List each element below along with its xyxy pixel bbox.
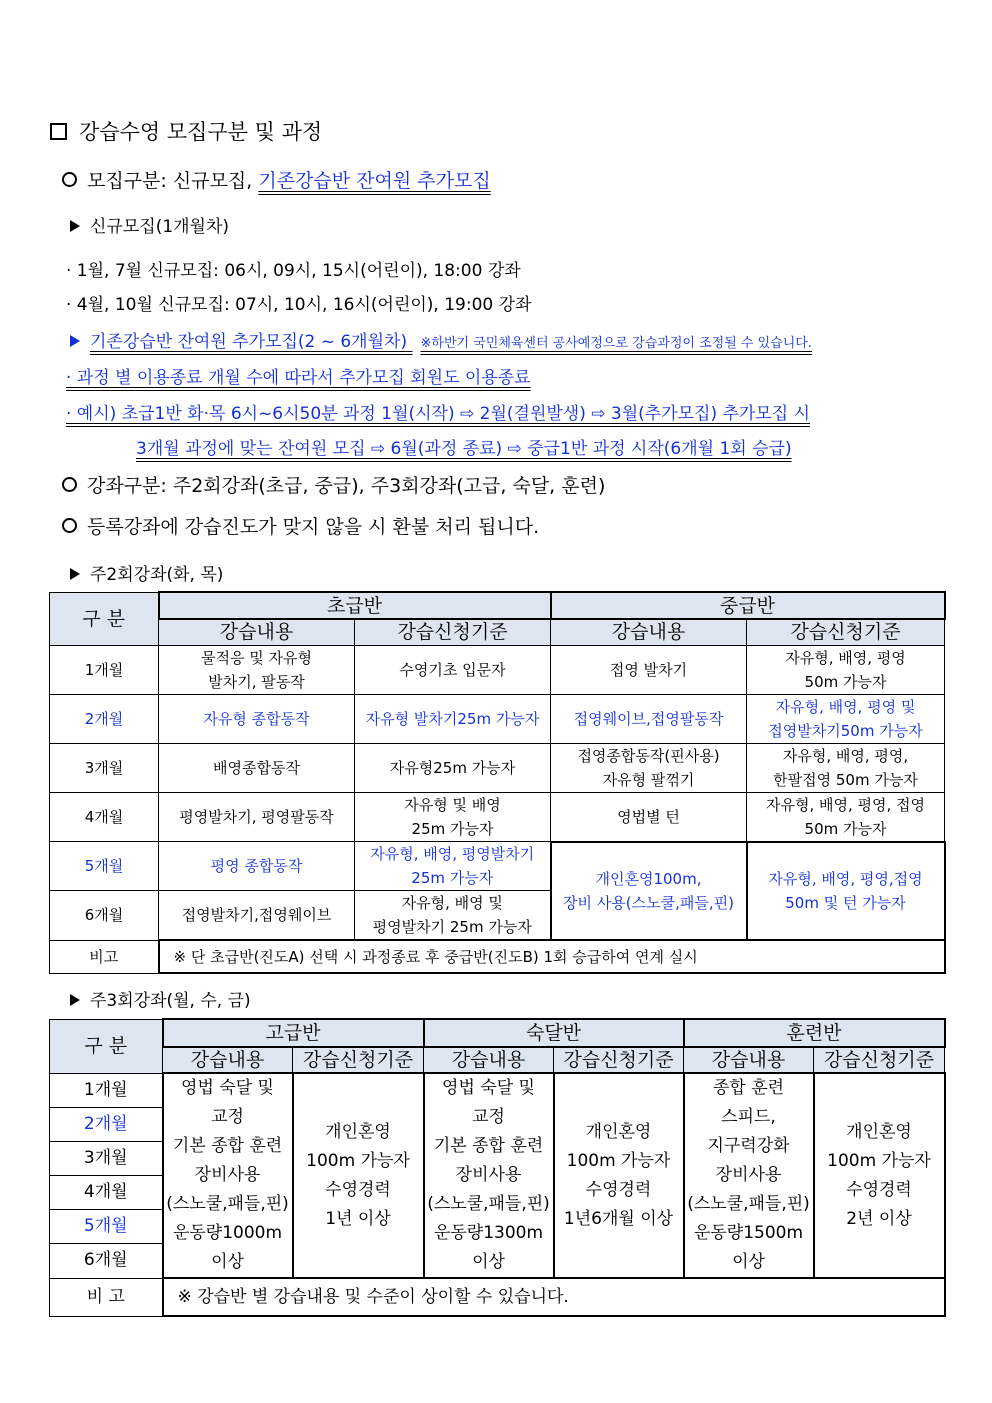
proficient-header: 숙달반 (424, 1019, 684, 1047)
content-cell: 접영종합동작(핀사용) 자유형 팔꺾기 (551, 743, 747, 792)
column-header: 강습신청기준 (747, 619, 945, 645)
advanced-content-cell: 영법 숙달 및 교정 기본 종합 훈련 장비사용 (스노쿨,패들,핀) 운동량1000m 이상 (163, 1073, 293, 1278)
column-header: 강습신청기준 (293, 1047, 424, 1073)
note-label: 비 고 (50, 1278, 163, 1316)
additional-recruit-example-line-2: 3개월 과정에 맞는 잔여원 모집 ⇨ 6월(과정 종료) ⇨ 중급1반 과정 시작(6개월 1회 승급) (136, 439, 792, 459)
three-times-weekly-table (49, 1018, 946, 1317)
table-row (50, 694, 945, 743)
additional-recruit-line-1: · 과정 별 이용종료 개월 수에 따라서 추가모집 회원도 이용종료 (66, 368, 531, 388)
month-cell: 3개월 (50, 1141, 163, 1175)
construction-notice: ※하반기 국민체육센터 공사예정으로 강습과정이 조정될 수 있습니다. (420, 336, 812, 351)
criteria-cell: 자유형, 배영 및 평영발차기 25m 가능자 (355, 891, 551, 941)
triangle-bullet-icon (70, 335, 80, 347)
table-row (50, 792, 945, 842)
training-criteria-cell: 개인혼영 100m 가능자 수영경력 2년 이상 (814, 1073, 945, 1278)
column-header: 강습신청기준 (554, 1047, 684, 1073)
note-text: ※ 강습반 별 강습내용 및 수준이 상이할 수 있습니다. (163, 1278, 945, 1316)
merged-content-cell: 개인혼영100m, 장비 사용(스노쿨,패들,핀) (551, 842, 747, 941)
content-cell: 접영 발차기 (551, 645, 747, 694)
beginner-header: 초급반 (159, 592, 551, 619)
month-cell: 6개월 (50, 891, 159, 941)
new-recruit-title (70, 212, 229, 237)
table-row (50, 743, 945, 792)
refund-text: 등록강좌에 강습진도가 맞지 않을 시 환불 처리 됩니다. (87, 516, 540, 538)
criteria-cell: 자유형, 배영, 평영, 한팔접영 50m 가능자 (747, 743, 945, 792)
note-label: 비고 (50, 940, 159, 973)
note-row (50, 1278, 945, 1316)
class-type-text: 강좌구분: 주2회강좌(초급, 중급), 주3회강좌(고급, 숙달, 훈련) (87, 475, 606, 497)
criteria-cell: 자유형 및 배영 25m 가능자 (355, 792, 551, 842)
criteria-cell: 자유형25m 가능자 (355, 743, 551, 792)
gubun-header: 구 분 (50, 592, 159, 645)
month-cell: 4개월 (50, 792, 159, 842)
merged-criteria-cell: 자유형, 배영, 평영,접영 50m 및 턴 가능자 (747, 842, 945, 941)
note-text: ※ 단 초급반(진도A) 선택 시 과정종료 후 중급반(진도B) 1회 승급하여 연계 실시 (159, 940, 945, 973)
triangle-bullet-icon (70, 994, 80, 1006)
column-header: 강습신청기준 (814, 1047, 945, 1073)
proficient-criteria-cell: 개인혼영 100m 가능자 수영경력 1년6개월 이상 (554, 1073, 684, 1278)
class-type-line (62, 471, 605, 498)
new-recruit-title-text: 신규모집(1개월차) (90, 217, 230, 237)
month-cell: 1개월 (50, 645, 159, 694)
column-header: 강습내용 (684, 1047, 814, 1073)
month-cell: 4개월 (50, 1175, 163, 1209)
column-header: 강습신청기준 (355, 619, 551, 645)
table-row (50, 842, 945, 891)
content-cell: 배영종합동작 (159, 743, 355, 792)
additional-recruit-title (70, 327, 812, 352)
training-header: 훈련반 (684, 1019, 945, 1047)
table2-title-text: 주3회강좌(월, 수, 금) (90, 991, 251, 1011)
additional-recruit-link: 기존강습반 잔여원 추가모집 (258, 170, 491, 192)
criteria-cell: 자유형, 배영, 평영 및 접영발차기50m 가능자 (747, 694, 945, 743)
month-cell: 6개월 (50, 1244, 163, 1278)
column-header: 강습내용 (424, 1047, 554, 1073)
criteria-cell: 자유형, 배영, 평영발차기 25m 가능자 (355, 842, 551, 891)
content-cell: 접영웨이브,접영팔동작 (551, 694, 747, 743)
table2-title (70, 986, 251, 1011)
twice-weekly-table (49, 591, 946, 974)
new-recruit-line-2: · 4월, 10월 신규모집: 07시, 10시, 16시(어린이), 19:00 강좌 (66, 295, 532, 315)
note-row (50, 940, 945, 973)
criteria-cell: 수영기초 입문자 (355, 645, 551, 694)
proficient-content-cell: 영법 숙달 및 교정 기본 종합 훈련 장비사용 (스노쿨,패들,핀) 운동량1300m 이상 (424, 1073, 554, 1278)
section-title (50, 116, 322, 146)
triangle-bullet-icon (70, 568, 80, 580)
month-cell: 5개월 (50, 842, 159, 891)
content-cell: 자유형 종합동작 (159, 694, 355, 743)
circle-bullet-icon (62, 518, 77, 533)
triangle-bullet-icon (70, 220, 80, 232)
recruit-type-label: 모집구분: 신규모집, (87, 170, 253, 192)
intermediate-header: 중급반 (551, 592, 945, 619)
additional-recruit-example-line-1: · 예시) 초급1반 화·목 6시~6시50분 과정 1월(시작) ⇨ 2월(결원발생) ⇨ 3월(추가모집) 추가모집 시 (66, 404, 810, 424)
month-cell: 3개월 (50, 743, 159, 792)
criteria-cell: 자유형, 배영, 평영, 접영 50m 가능자 (747, 792, 945, 842)
month-cell: 2개월 (50, 1107, 163, 1141)
month-cell: 5개월 (50, 1210, 163, 1244)
checkbox-square-icon (50, 123, 67, 140)
content-cell: 평영 종합동작 (159, 842, 355, 891)
new-recruit-line-1: · 1월, 7월 신규모집: 06시, 09시, 15시(어린이), 18:00 강좌 (66, 261, 521, 281)
advanced-criteria-cell: 개인혼영 100m 가능자 수영경력 1년 이상 (293, 1073, 424, 1278)
month-cell: 2개월 (50, 694, 159, 743)
advanced-header: 고급반 (163, 1019, 424, 1047)
criteria-cell: 자유형 발차기25m 가능자 (355, 694, 551, 743)
additional-recruit-title-text: 기존강습반 잔여원 추가모집(2 ~ 6개월차) (90, 332, 408, 352)
recruit-type-line (62, 166, 491, 193)
table-row (50, 645, 945, 694)
column-header: 강습내용 (163, 1047, 293, 1073)
column-header: 강습내용 (551, 619, 747, 645)
gubun-header: 구 분 (50, 1019, 163, 1073)
section-title-text: 강습수영 모집구분 및 과정 (79, 120, 323, 144)
table1-title (70, 560, 223, 585)
column-header: 강습내용 (159, 619, 355, 645)
circle-bullet-icon (62, 172, 77, 187)
refund-line (62, 512, 539, 539)
content-cell: 접영발차기,접영웨이브 (159, 891, 355, 941)
criteria-cell: 자유형, 배영, 평영 50m 가능자 (747, 645, 945, 694)
month-cell: 1개월 (50, 1073, 163, 1107)
content-cell: 평영발차기, 평영팔동작 (159, 792, 355, 842)
training-content-cell: 종합 훈련 스피드, 지구력강화 장비사용 (스노쿨,패들,핀) 운동량1500m 이상 (684, 1073, 814, 1278)
circle-bullet-icon (62, 477, 77, 492)
content-cell: 영법별 턴 (551, 792, 747, 842)
table1-title-text: 주2회강좌(화, 목) (90, 565, 224, 585)
content-cell: 물적응 및 자유형 발차기, 팔동작 (159, 645, 355, 694)
